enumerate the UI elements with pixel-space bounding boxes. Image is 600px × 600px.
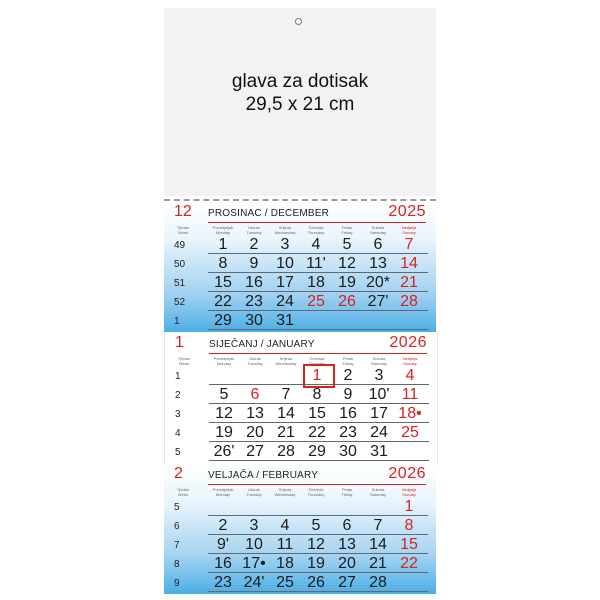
weekday-label-line: Saturday [369,492,386,497]
day-cell[interactable]: 17 [276,274,294,291]
weekday-label-line: Thursday [308,361,326,366]
hanging-hole [295,18,302,25]
weekday-label-line: Nedjelja [402,356,418,361]
week-row [164,293,436,312]
row-rule [208,272,428,273]
day-cell[interactable]: 25 [401,424,419,441]
week-number: 5 [175,447,181,458]
day-cell[interactable]: 9' [217,536,229,553]
day-cell[interactable]: 13 [246,405,264,422]
week-label-line: Week [177,230,189,235]
month-header [164,202,436,226]
row-rule [208,572,428,573]
day-cell[interactable]: 31 [276,312,294,329]
weekday-label [330,225,364,235]
day-cell[interactable]: 23 [245,293,263,310]
week-number: 2 [175,390,181,401]
weekday-label [268,487,302,497]
day-cell[interactable]: 22 [400,555,418,572]
month-number: 12 [174,203,192,220]
weekday-label [392,487,426,497]
weekday-label-line: Četvrtak [308,225,324,230]
week-row [164,312,436,331]
day-cell[interactable]: 18 [307,274,325,291]
day-cell[interactable]: 26 [338,293,356,310]
row-rule [208,253,428,254]
week-number: 4 [175,428,181,439]
imprint-header-text [164,70,436,116]
day-cell[interactable]: 11 [401,386,419,403]
weekday-label-line: Sunday [402,492,416,497]
week-row [165,405,437,424]
day-cell[interactable]: 12 [215,405,233,422]
day-cell[interactable]: 7 [373,517,383,534]
row-rule [209,460,429,461]
day-cell[interactable]: 11' [306,255,326,272]
day-cell[interactable]: 24 [276,293,294,310]
week-row [165,424,437,443]
imprint-header-card [164,8,436,196]
day-cell[interactable]: 8 [218,255,228,272]
week-label-line: Tjedan [177,356,191,361]
day-cell[interactable]: 15 [400,536,418,553]
day-cell[interactable]: 16 [214,555,232,572]
weekday-label [299,487,333,497]
weekday-label-line: Petak [341,225,353,230]
day-cell[interactable]: 21 [400,274,418,291]
week-row [165,443,437,462]
day-cell[interactable]: 18• [398,405,422,422]
week-number: 6 [174,521,180,532]
header-rule [208,484,426,485]
day-cell[interactable]: 29 [214,312,232,329]
week-number: 1 [175,371,181,382]
day-cell[interactable]: 5 [342,236,352,253]
day-cell[interactable]: 15 [308,405,326,422]
weekday-label-line: Četvrtak [309,356,325,361]
week-row [164,498,436,517]
day-cell[interactable]: 4 [405,367,415,384]
weekday-label-line: Sunday [402,230,416,235]
header-rule [208,222,426,223]
perforation-line [164,199,436,201]
day-cell[interactable]: 14 [400,255,418,272]
day-cell[interactable]: 19 [307,555,325,572]
weekday-label-line: Srijeda [278,487,292,492]
day-cell[interactable]: 6 [373,236,383,253]
weekday-label [206,225,240,235]
day-cell[interactable]: 26' [213,443,235,460]
day-cell[interactable]: 6 [342,517,352,534]
day-cell[interactable]: 20 [246,424,264,441]
week-number: 7 [174,540,180,551]
weekday-label-line: Srijeda [279,356,293,361]
day-cell[interactable]: 5 [311,517,321,534]
row-rule [208,291,428,292]
header-line-1: glava za dotisak [231,71,369,92]
week-row [164,574,436,593]
row-rule [209,403,429,404]
day-cell[interactable]: 4 [311,236,321,253]
weekday-label-line: Utorak [248,225,260,230]
month-name: VELJAČA / FEBRUARY [208,470,319,481]
month-panel [164,464,436,594]
day-cell[interactable]: 4 [280,517,290,534]
row-rule [209,422,429,423]
day-cell[interactable]: 19 [215,424,233,441]
weekday-label-line: Saturday [369,230,386,235]
week-row [165,386,437,405]
weekday-label-line: Ponedjeljak [212,487,234,492]
day-cell[interactable]: 27 [246,443,264,460]
month-header [165,333,437,357]
week-row [164,517,436,536]
row-rule [208,534,428,535]
day-cell[interactable]: 1 [218,236,228,253]
day-cell[interactable]: 20* [365,274,391,291]
day-cell[interactable]: 5 [219,386,229,403]
date-marker-frame[interactable] [303,364,335,388]
day-cell[interactable]: 17• [242,555,266,572]
week-number: 50 [174,259,186,270]
month-year: 2025 [388,203,426,220]
week-row [164,274,436,293]
day-cell[interactable]: 27 [338,574,356,591]
day-cell[interactable]: 26 [307,574,325,591]
day-cell[interactable]: 16 [245,274,263,291]
weekday-label [269,356,303,366]
day-cell[interactable]: 9 [343,386,353,403]
day-cell[interactable]: 2 [218,517,228,534]
week-row [164,536,436,555]
weekday-label-line: Monday [216,361,232,366]
weekday-label-line: Monday [215,492,231,497]
weekday-label-line: Tuesday [246,492,262,497]
weekday-label [237,487,271,497]
week-number: 9 [174,578,180,589]
day-cell[interactable]: 28 [369,574,387,591]
weekday-label-line: Tuesday [246,230,262,235]
row-rule [208,553,428,554]
day-cell[interactable]: 30 [245,312,263,329]
weekday-label-line: Wednesday [274,230,296,235]
weekday-label-line: Friday [341,492,353,497]
weekday-label-line: Nedjelja [401,225,417,230]
day-cell[interactable]: 21 [369,555,387,572]
day-cell[interactable]: 6 [250,386,260,403]
day-cell[interactable]: 1 [404,498,414,515]
weekday-label-line: Ponedjeljak [212,225,234,230]
weekday-label-line: Sunday [403,361,417,366]
month-panel [164,202,436,332]
week-row [165,367,437,386]
week-label [166,225,200,235]
day-cell[interactable]: 20 [338,555,356,572]
week-row [164,236,436,255]
weekday-label [238,356,272,366]
day-cell[interactable]: 19 [338,274,356,291]
day-cell[interactable]: 11 [276,536,294,553]
week-label [167,356,201,366]
week-row [164,255,436,274]
month-number: 2 [174,465,183,482]
day-cell[interactable]: 13 [338,536,356,553]
weekday-label-line: Subota [371,487,385,492]
day-cell[interactable]: 13 [369,255,387,272]
weekday-label-line: Nedjelja [401,487,417,492]
weekday-label-line: Wednesday [274,492,296,497]
week-number: 51 [174,278,186,289]
month-name: SIJEČANJ / JANUARY [209,339,315,350]
weekday-label-line: Petak [341,487,353,492]
row-rule [208,515,428,516]
week-number: 49 [174,240,186,251]
day-cell[interactable]: 28 [277,443,295,460]
header-line-2: 29,5 x 21 cm [245,94,355,115]
day-cell[interactable]: 8 [312,386,322,403]
day-cell[interactable]: 14 [369,536,387,553]
day-cell[interactable]: 7 [404,236,414,253]
weekday-label [362,356,396,366]
day-cell[interactable]: 10' [368,386,390,403]
day-cell[interactable]: 3 [280,236,290,253]
day-cell[interactable]: 29 [308,443,326,460]
day-cell[interactable]: 2 [249,236,259,253]
day-cell[interactable]: 25 [276,574,294,591]
weekday-label [206,487,240,497]
weekday-label-line: Friday [342,361,354,366]
month-year: 2026 [388,465,426,482]
weekday-label [330,487,364,497]
weekday-label [393,356,427,366]
month-panel [164,333,438,463]
row-rule [209,441,429,442]
day-cell[interactable]: 3 [374,367,384,384]
weekday-label [361,487,395,497]
week-number: 3 [175,409,181,420]
weekday-label [207,356,241,366]
weekday-label-line: Ponedjeljak [213,356,235,361]
day-cell[interactable]: 9 [249,255,259,272]
weekday-label [237,225,271,235]
day-cell[interactable]: 24' [243,574,265,591]
week-number: 1 [174,316,180,327]
day-cell[interactable]: 12 [307,536,325,553]
weekday-label-line: Četvrtak [308,487,324,492]
month-header [164,464,436,488]
row-rule [208,310,428,311]
month-year: 2026 [389,334,427,351]
day-cell[interactable]: 1 [312,367,322,384]
month-number: 1 [175,334,184,351]
weekday-label-line: Thursday [307,230,325,235]
weekday-label-line: Monday [215,230,231,235]
weekday-label-line: Srijeda [278,225,292,230]
weekday-label-line: Subota [371,225,385,230]
week-label-line: Tjedan [176,225,190,230]
weekday-label [331,356,365,366]
weekday-label-line: Petak [342,356,354,361]
day-cell[interactable]: 8 [404,517,414,534]
weekday-label-line: Tuesday [247,361,263,366]
weekday-label-line: Saturday [370,361,387,366]
day-cell[interactable]: 22 [308,424,326,441]
day-cell[interactable]: 22 [214,293,232,310]
day-cell[interactable]: 27' [367,293,389,310]
row-rule [208,329,428,330]
day-cell[interactable]: 31 [370,443,388,460]
week-label-line: Tjedan [176,487,190,492]
weekday-label [361,225,395,235]
weekday-label-line: Thursday [307,492,325,497]
day-cell[interactable]: 24 [370,424,388,441]
week-label-line: Week [178,361,190,366]
day-cell[interactable]: 14 [277,405,295,422]
weekday-label-line: Utorak [248,487,260,492]
day-cell[interactable]: 30 [339,443,357,460]
week-label [166,487,200,497]
day-cell[interactable]: 2 [343,367,353,384]
day-cell[interactable]: 17 [370,405,388,422]
day-cell[interactable]: 7 [281,386,291,403]
weekday-label [299,225,333,235]
day-cell[interactable]: 23 [339,424,357,441]
weekday-label-line: Friday [341,230,353,235]
day-cell[interactable]: 18 [276,555,294,572]
weekday-label-line: Utorak [249,356,261,361]
week-row [164,555,436,574]
day-cell[interactable]: 10 [245,536,263,553]
day-cell[interactable]: 21 [277,424,295,441]
day-cell[interactable]: 25 [307,293,325,310]
day-cell[interactable]: 12 [338,255,356,272]
day-cell[interactable]: 23 [214,574,232,591]
week-number: 52 [174,297,186,308]
day-cell[interactable]: 28 [400,293,418,310]
week-number: 8 [174,559,180,570]
month-name: PROSINAC / DECEMBER [208,208,330,219]
day-cell[interactable]: 10 [276,255,294,272]
header-rule [209,353,427,354]
weekday-label-line: Subota [372,356,386,361]
weekday-label [268,225,302,235]
day-cell[interactable]: 15 [214,274,232,291]
day-cell[interactable]: 3 [249,517,259,534]
weekday-label-line: Wednesday [275,361,297,366]
week-number: 5 [174,502,180,513]
row-rule [208,591,428,592]
day-cell[interactable]: 16 [339,405,357,422]
week-label-line: Week [177,492,189,497]
weekday-label [392,225,426,235]
